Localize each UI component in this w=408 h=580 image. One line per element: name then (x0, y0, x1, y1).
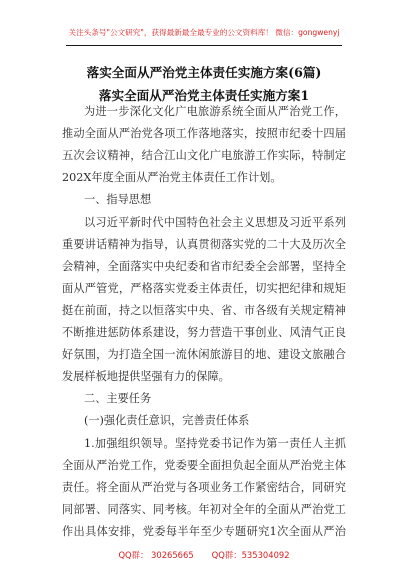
header-banner: 关注头条号"公文研究"，获得最新最全最专业的公文资料库！ 微信：gongwenyj (68, 28, 340, 37)
section-heading: 一、指导思想 (84, 193, 152, 207)
body-line: 同部署、同落实、同考核。年初对全年的全面从严治党工 (62, 502, 346, 516)
footer-contact (0, 549, 408, 561)
body-line: 挺在前面，持之以恒落实中央、省、市各级有关规定精神 (62, 303, 346, 317)
body-line: 责任。将全面从严治党与各项业务工作紧密结合，同研究 (62, 480, 346, 494)
body-line: 202X年度全面从严治党主体责任工作计划。 (62, 171, 282, 185)
document-subtitle: 落实全面从严治党主体责任实施方案1 (98, 88, 310, 103)
body-line: 以习近平新时代中国特色社会主义思想及习近平系列 (84, 215, 346, 229)
subsection-heading: (一)强化责任意识，完善责任体系 (84, 414, 250, 428)
body-line: 重要讲话精神为指导，认真贯彻落实党的二十大及历次全 (62, 237, 346, 251)
body-line: 作出具体安排，党委每半年至少专题研究1次全面从严治 (62, 524, 346, 538)
body-line: 为进一步深化文化广电旅游系统全面从严治党工作， (84, 105, 346, 118)
body-line: 推动全面从严治党各项工作落地落实，按照市纪委十四届 (62, 127, 346, 141)
footer-qq-group-2: QQ群：535304092 (211, 550, 290, 560)
document-title: 落实全面从严治党主体责任实施方案(6篇) (86, 65, 322, 80)
body-line: 全面从严治党工作，党委要全面担负起全面从严治党主体 (62, 458, 346, 472)
footer-qq-group-1: QQ群： 30265665 (118, 550, 194, 560)
body-line: 发展样板地提供坚强有力的保障。 (62, 370, 230, 384)
body-line: 会精神，全面落实中央纪委和省市纪委全会部署，坚持全 (62, 259, 346, 273)
body-line: 面从严管党，严格落实党委主体责任，切实把纪律和规矩 (62, 281, 346, 295)
section-heading: 二、主要任务 (84, 392, 152, 406)
body-line: 1.加强组织领导。坚持党委书记作为第一责任人主抓 (84, 436, 346, 450)
header-divider (66, 45, 342, 46)
body-line: 不断推进惩防体系建设，努力营造干事创业、风清气正良 (62, 326, 346, 339)
body-line: 好氛围，为打造全国一流休闲旅游目的地、建设文旅融合 (62, 348, 346, 362)
body-line: 五次会议精神，结合江山文化广电旅游工作实际，特制定 (62, 149, 346, 163)
